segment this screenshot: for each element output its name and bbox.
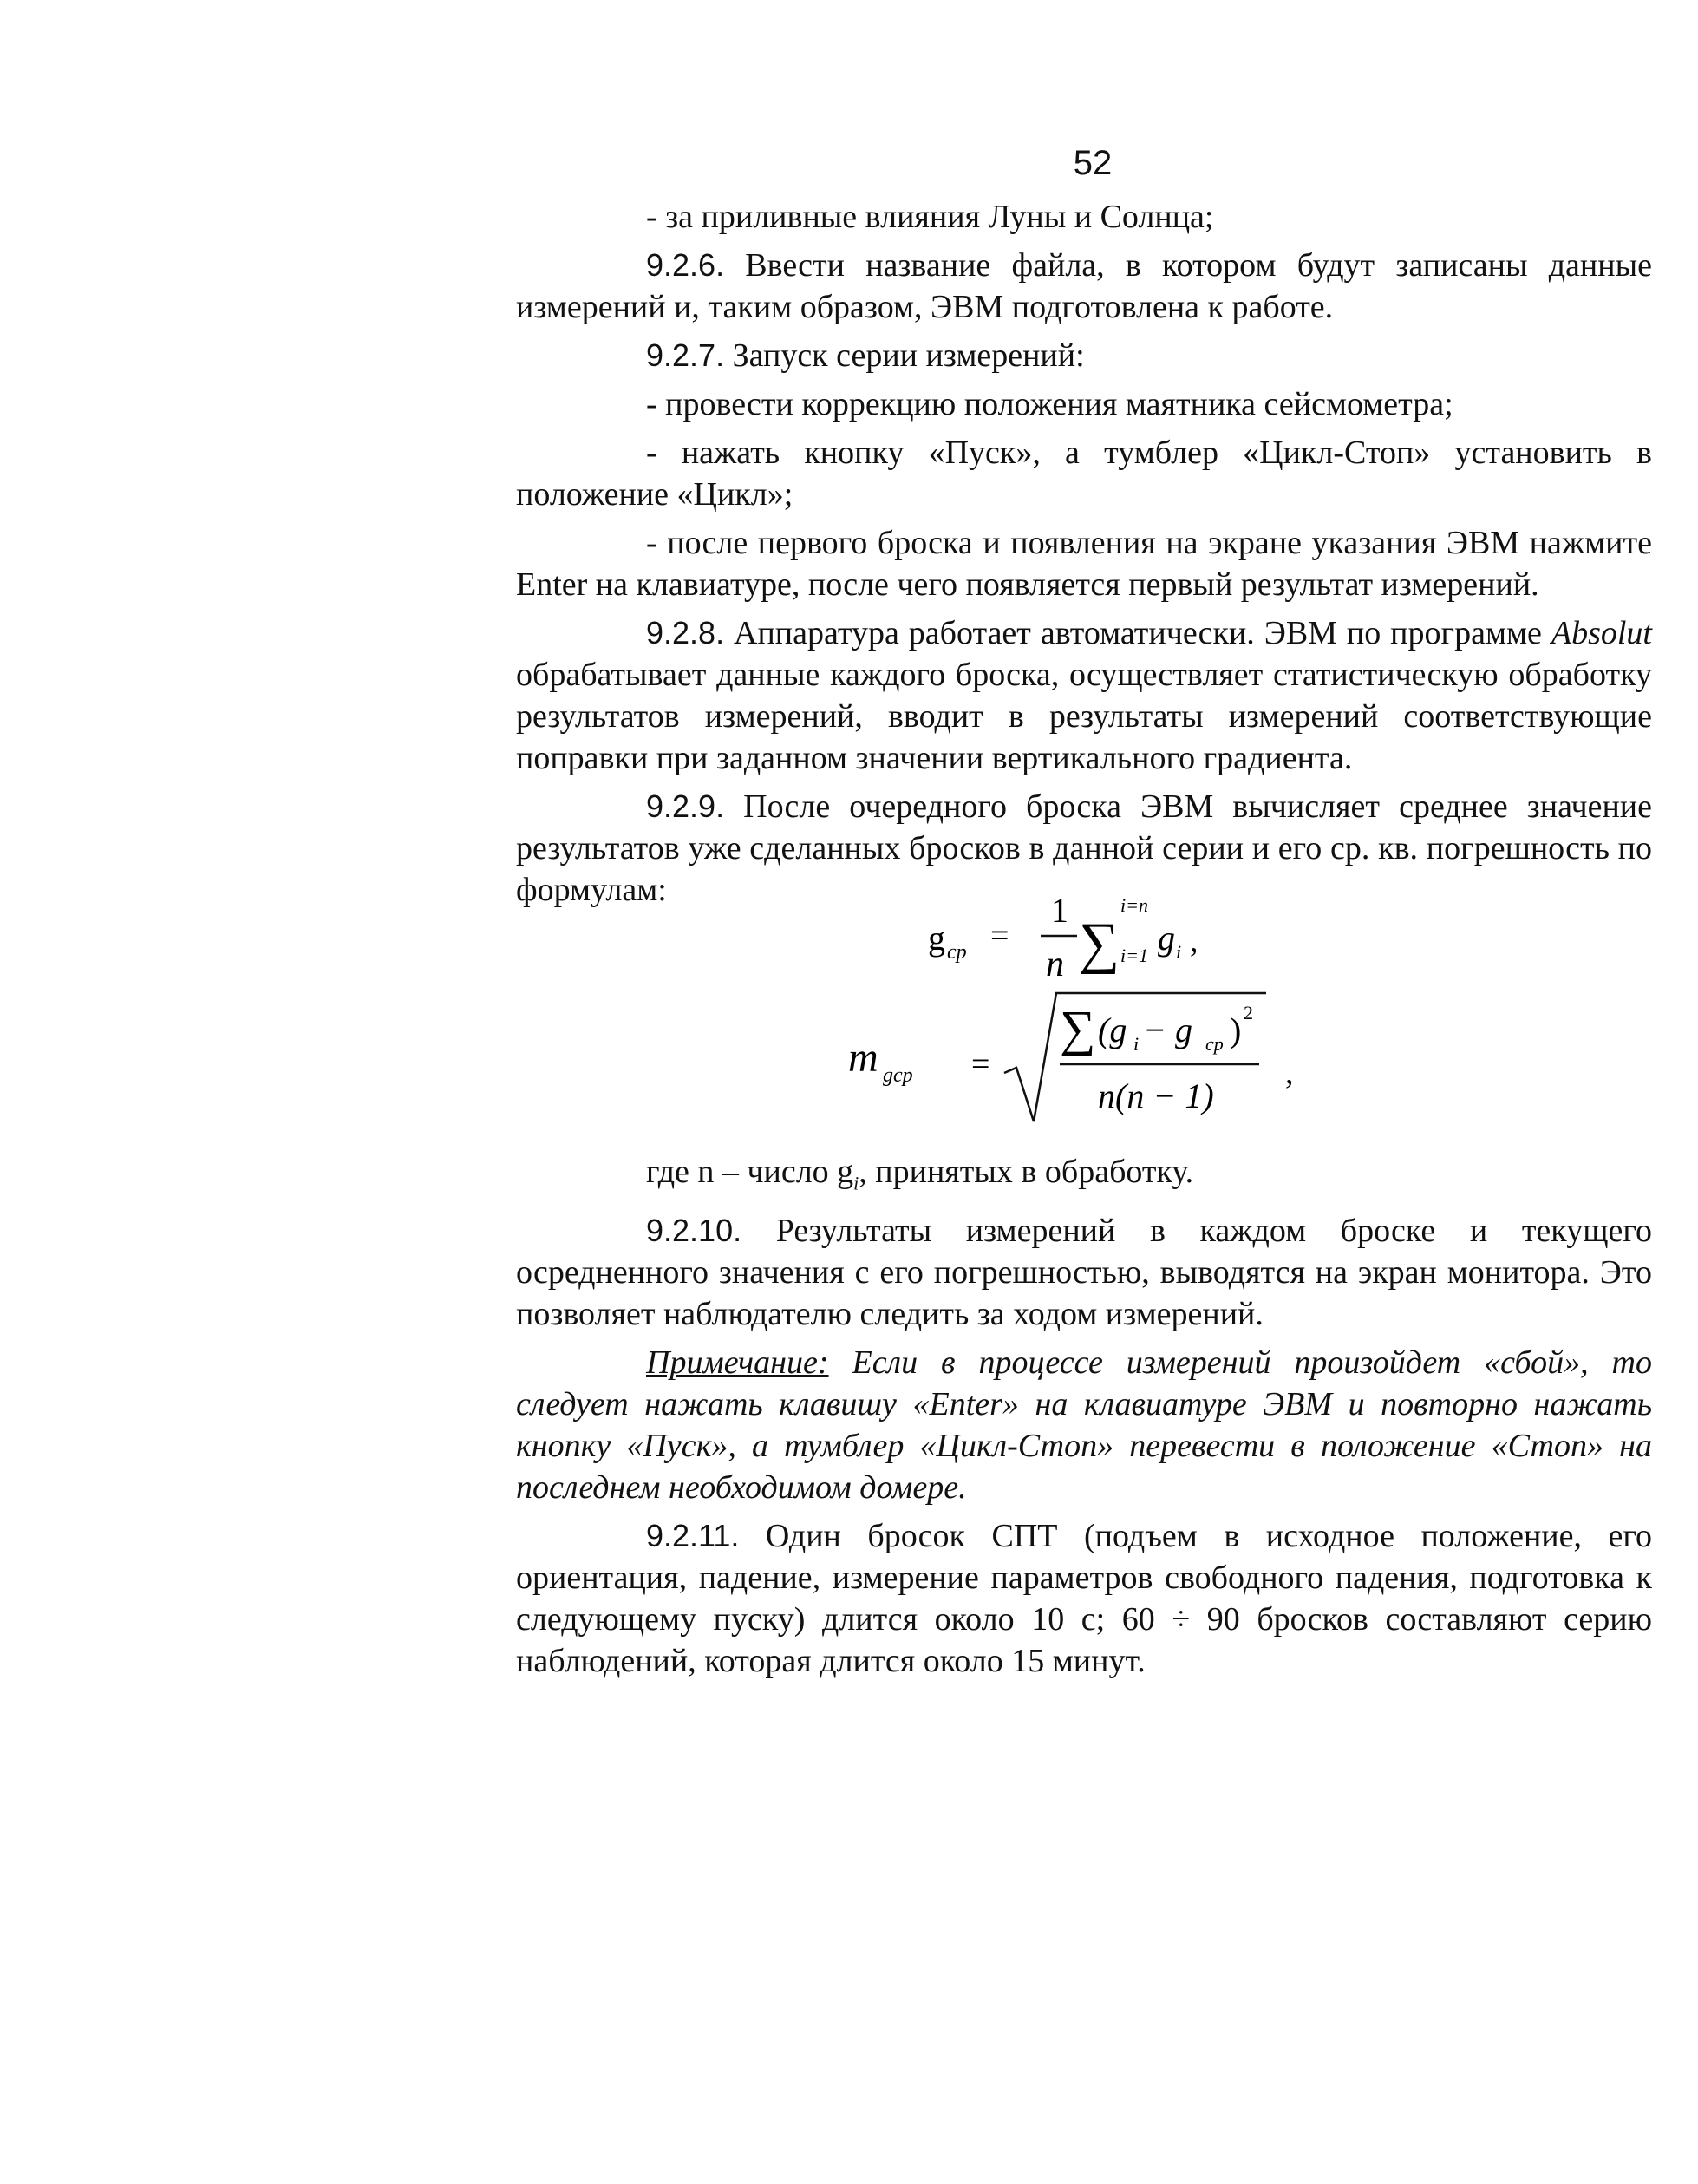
paragraph-start-button [516,432,1652,515]
paragraph-text: После очередного броска ЭВМ вычисляет среднее значение результатов уже сделанных бросков в данной серии и его ср. кв. погрешность по формулам: [516,788,1652,908]
formula-explanation [646,1151,1193,1205]
section-number: 9.2.11. [646,1518,740,1553]
f2-num-i: i [1133,1033,1140,1055]
explanation-text: где n – число g [646,1154,854,1190]
formula-svg [833,889,1440,1149]
f2-num-open: (g [1098,1010,1127,1049]
paragraph-tides [516,196,1652,238]
paragraph-text: Запуск серии измерений: [724,337,1085,374]
paragraph-enter [516,522,1652,605]
f1-g-sub: ср [947,941,967,964]
f1-gi-sub: i [1176,941,1182,963]
f2-num-cp: ср [1205,1033,1224,1055]
f1-sum-upper: i=n [1120,894,1148,916]
paragraph-9-2-6 [516,245,1652,328]
f2-denominator: n(n − 1) [1098,1076,1214,1115]
f1-comma: , [1190,923,1198,959]
page-number: 52 [1073,144,1113,182]
f1-sum-lower: i=1 [1120,945,1148,966]
f2-num-sum: ∑ [1060,1000,1096,1056]
paragraph-text: Один бросок СПТ (подъем в исходное положение, его ориентация, падение, измерение параметров свободного падения, подготовка к следующему пуску) длится около 10 с; 60 ÷ 90 бросков составляют серию наблюдений, которая длится около 15 минут. [516,1518,1652,1679]
paragraph-9-2-10 [516,1210,1652,1335]
paragraph-9-2-7 [516,335,1652,376]
paragraph-text: Аппаратура работает автоматически. ЭВМ по программе [724,615,1551,651]
paragraph-seismometer [516,383,1652,425]
section-number: 9.2.6. [646,247,725,283]
paragraph-text: - после первого броска и появления на экране указания ЭВМ нажмите Enter на клавиатуре, после чего появляется первый результат измерений. [516,525,1652,603]
paragraph-9-2-8 [516,612,1652,779]
section-number: 9.2.10. [646,1213,742,1248]
f2-m: m [848,1035,878,1081]
paragraph-text: - провести коррекцию положения маятника сейсмометра; [646,386,1453,422]
f2-m-sub: gср [883,1064,913,1087]
body-text-top [516,196,1652,911]
f1-sum-symbol: ∑ [1079,912,1120,975]
paragraph-text: Ввести название файла, в котором будут записаны данные измерений и, таким образом, ЭВМ подготовлена к работе. [516,247,1652,325]
paragraph-text: Результаты измерений в каждом броске и текущего осредненного значения с его погрешностью, выводятся на экран монитора. Это позволяет наблюдателю следить за ходом измерений. [516,1213,1652,1332]
f2-num-square: 2 [1244,1002,1253,1023]
formula-rms [848,993,1294,1121]
paragraph-tides-text: - за приливные влияния Луны и Солнца; [646,199,1214,235]
f1-denominator: n [1046,945,1064,984]
f2-num-minus: − g [1143,1010,1192,1049]
formula-mean [928,891,1198,984]
section-number: 9.2.8. [646,615,725,651]
explanation-sub: i [853,1172,859,1194]
paragraph-text: - нажать кнопку «Пуск», а тумблер «Цикл-Стоп» установить в положение «Цикл»; [516,435,1652,513]
section-number: 9.2.7. [646,337,725,373]
f2-comma: , [1285,1055,1294,1091]
body-text-bottom [516,1210,1652,1682]
f2-num-close: ) [1230,1010,1242,1049]
program-name: Absolut [1551,615,1652,651]
formulas [833,889,1440,1149]
explanation-text-end: , принятых в обработку. [859,1154,1194,1190]
f2-eq: = [971,1046,990,1082]
note-paragraph [516,1342,1652,1508]
f1-eq: = [990,918,1009,954]
f1-numerator: 1 [1051,891,1068,930]
paragraph-text: обрабатывает данные каждого броска, осуществляет статистическую обработку результатов измерений, вводит в результаты измерений соответствующие поправки при заданном значении вертикального градиента. [516,657,1652,776]
section-number: 9.2.9. [646,788,725,824]
note-text: Если в процессе измерений произойдет «сбой», то следует нажать клавишу «Enter» на клавиатуре ЭВМ и повторно нажать кнопку «Пуск», а тумблер «Цикл-Стоп» перевести в положение «Стоп» на последнем необходимом домере. [516,1344,1652,1506]
f1-g: g [928,919,945,958]
f1-gi: g [1158,919,1175,958]
paragraph-9-2-11 [516,1515,1652,1682]
note-label: Примечание: [646,1344,829,1381]
